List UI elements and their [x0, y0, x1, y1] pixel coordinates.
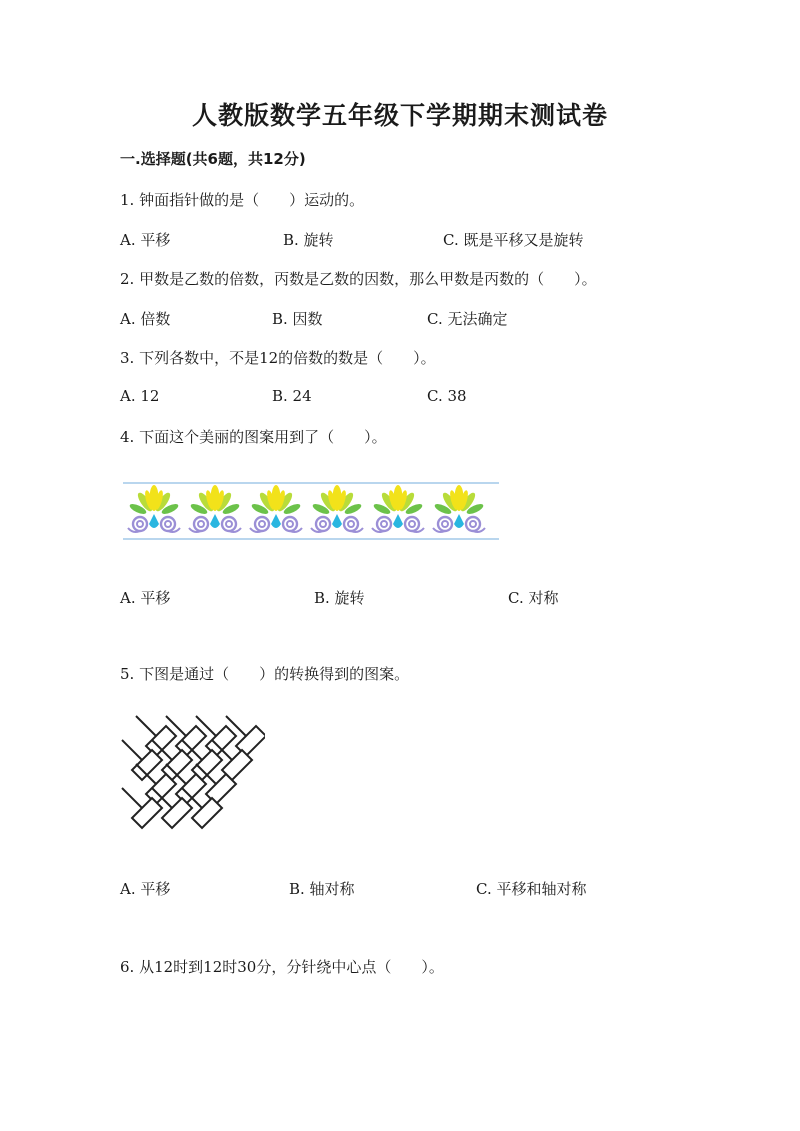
pattern-bottom-band — [123, 538, 499, 540]
interlocking-tile-pattern — [120, 714, 265, 834]
question-3-option-b: B. 24 — [272, 387, 312, 405]
pattern-top-band — [123, 482, 499, 484]
question-2-option-b: B. 因数 — [272, 310, 323, 328]
tile-row-1 — [136, 716, 265, 756]
question-5-option-c: C. 平移和轴对称 — [476, 880, 587, 898]
question-1-option-c: C. 既是平移又是旋转 — [443, 231, 584, 249]
question-3-stem: 3. 下列各数中，不是12的倍数的数是（ ）。 — [120, 349, 436, 367]
page-title: 人教版数学五年级下学期期末测试卷 — [191, 101, 608, 130]
tile-row-2 — [122, 740, 252, 780]
question-5-stem: 5. 下图是通过（ ）的转换得到的图案。 — [120, 665, 410, 683]
question-4-stem: 4. 下面这个美丽的图案用到了（ ）。 — [120, 428, 387, 446]
question-4-option-b: B. 旋转 — [314, 589, 365, 607]
question-5-option-b: B. 轴对称 — [289, 880, 355, 898]
question-2-stem: 2. 甲数是乙数的倍数，丙数是乙数的因数，那么甲数是丙数的（ ）。 — [120, 270, 597, 288]
palmette-border-pattern — [123, 478, 499, 544]
section-heading: 一.选择题(共6题，共12分) — [120, 150, 306, 168]
question-3-option-c: C. 38 — [427, 387, 467, 405]
palmette-motif — [128, 485, 180, 532]
question-4-option-c: C. 对称 — [508, 589, 559, 607]
question-4-option-a: A. 平移 — [120, 589, 171, 607]
question-2-option-a: A. 倍数 — [120, 310, 171, 328]
question-1-stem: 1. 钟面指针做的是（ ）运动的。 — [120, 191, 365, 209]
question-2-option-c: C. 无法确定 — [427, 310, 508, 328]
question-3-option-a: A. 12 — [120, 387, 160, 405]
question-1-option-a: A. 平移 — [120, 231, 171, 249]
question-1-option-b: B. 旋转 — [283, 231, 334, 249]
question-6-stem: 6. 从12时到12时30分，分针绕中心点（ ）。 — [120, 958, 444, 976]
question-5-option-a: A. 平移 — [120, 880, 171, 898]
